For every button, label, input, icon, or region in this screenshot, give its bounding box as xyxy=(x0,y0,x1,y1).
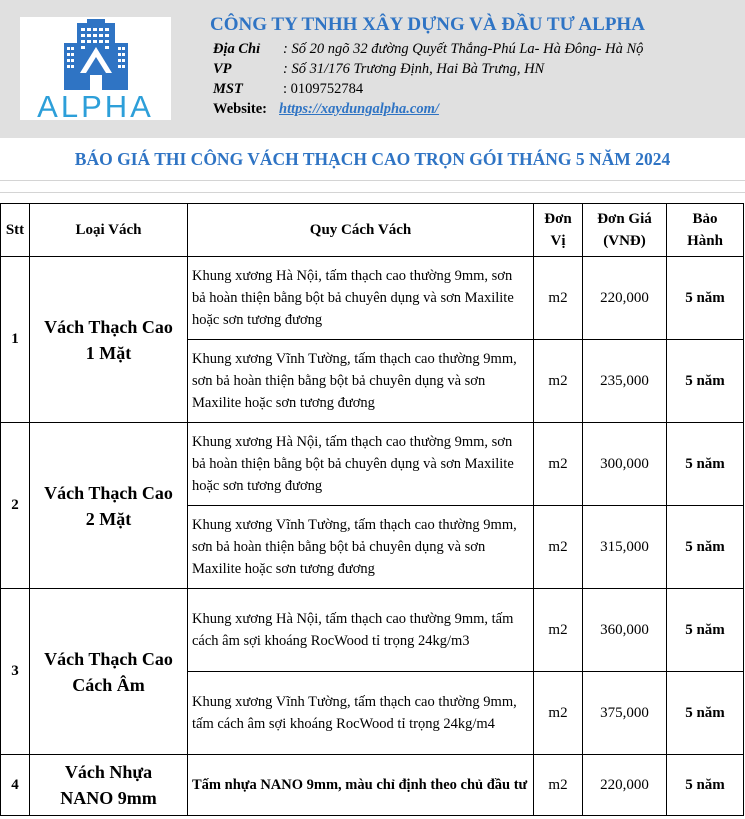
header-type: Loại Vách xyxy=(30,204,188,257)
warranty-cell: 5 năm xyxy=(667,423,744,506)
unit-cell: m2 xyxy=(534,423,583,506)
stt-cell: 2 xyxy=(1,423,30,589)
logo-wordmark: ALPHA xyxy=(37,89,154,124)
wall-type-cell xyxy=(30,755,188,816)
unit-cell: m2 xyxy=(534,257,583,340)
company-name: CÔNG TY TNHH XÂY DỰNG VÀ ĐẦU TƯ ALPHA xyxy=(210,14,645,35)
spec-cell: Khung xương Vĩnh Tường, tấm thạch cao thường 9mm, sơn bả hoàn thiện bằng bột bả chuyên dụng và sơn Maxilite hoặc sơn tương đương xyxy=(188,340,534,423)
tax-value: : 0109752784 xyxy=(283,81,364,97)
spec-cell: Khung xương Vĩnh Tường, tấm thạch cao thường 9mm, tấm cách âm sợi khoáng RocWood tỉ trọng 24kg/m4 xyxy=(188,672,534,755)
header-unit-line2: Vị xyxy=(550,233,566,249)
company-logo xyxy=(20,17,171,124)
wall-type-line1: Vách Thạch Cao xyxy=(44,316,173,337)
table-header-row xyxy=(1,204,744,257)
wall-type-line2: NANO 9mm xyxy=(60,788,157,808)
warranty-cell: 5 năm xyxy=(667,340,744,423)
warranty-cell: 5 năm xyxy=(667,257,744,340)
unit-cell: m2 xyxy=(534,672,583,755)
wall-type-line2: 1 Mặt xyxy=(85,342,132,363)
unit-cell: m2 xyxy=(534,506,583,589)
header-price-line1: Đơn Giá xyxy=(597,211,652,227)
header-price-line2: (VNĐ) xyxy=(603,233,646,249)
warranty-cell: 5 năm xyxy=(667,506,744,589)
sheet-gridlines xyxy=(0,180,745,204)
table-row xyxy=(1,755,744,816)
stt-cell: 3 xyxy=(1,589,30,755)
price-cell: 300,000 xyxy=(583,423,667,506)
warranty-cell: 5 năm xyxy=(667,755,744,816)
wall-type-cell xyxy=(30,589,188,755)
header-warranty-line2: Hành xyxy=(687,233,723,249)
price-table xyxy=(0,203,744,816)
stt-cell: 1 xyxy=(1,257,30,423)
office-value: : Số 31/176 Trương Định, Hai Bà Trưng, HN xyxy=(283,61,545,77)
price-cell: 360,000 xyxy=(583,589,667,672)
office-label: VP xyxy=(213,61,232,77)
price-cell: 375,000 xyxy=(583,672,667,755)
tax-label: MST xyxy=(213,81,243,97)
header-price xyxy=(583,204,667,257)
wall-type-line1: Vách Thạch Cao xyxy=(44,482,173,503)
wall-type-line1: Vách Nhựa xyxy=(64,762,153,782)
wall-type-line2: 2 Mặt xyxy=(85,508,132,529)
company-header xyxy=(0,0,745,138)
wall-type-line1: Vách Thạch Cao xyxy=(44,648,173,669)
table-row xyxy=(1,589,744,672)
spec-cell: Tấm nhựa NANO 9mm, màu chỉ định theo chủ đầu tư xyxy=(188,755,534,816)
address-value: : Số 20 ngõ 32 đường Quyết Thắng-Phú La- Hà Đông- Hà Nộ xyxy=(283,41,644,57)
wall-type-cell xyxy=(30,423,188,589)
unit-cell: m2 xyxy=(534,755,583,816)
price-cell: 220,000 xyxy=(583,755,667,816)
header-unit xyxy=(534,204,583,257)
wall-type-line2: Cách Âm xyxy=(72,674,145,695)
header-warranty-line1: Bảo xyxy=(692,211,718,227)
warranty-cell: 5 năm xyxy=(667,589,744,672)
unit-cell: m2 xyxy=(534,340,583,423)
header-unit-line1: Đơn xyxy=(544,211,572,227)
price-cell: 235,000 xyxy=(583,340,667,423)
table-row xyxy=(1,257,744,340)
spec-cell: Khung xương Hà Nội, tấm thạch cao thường 9mm, sơn bả hoàn thiện bằng bột bả chuyên dụng và sơn Maxilite hoặc sơn tương đương xyxy=(188,257,534,340)
table-row xyxy=(1,423,744,506)
quote-title: BÁO GIÁ THI CÔNG VÁCH THẠCH CAO TRỌN GÓI THÁNG 5 NĂM 2024 xyxy=(74,149,671,169)
website-link[interactable]: https://xaydungalpha.com/ xyxy=(279,101,439,117)
stt-cell: 4 xyxy=(1,755,30,816)
header-warranty xyxy=(667,204,744,257)
building-logo-icon xyxy=(20,17,171,93)
spec-cell: Khung xương Vĩnh Tường, tấm thạch cao thường 9mm, sơn bả hoàn thiện bằng bột bả chuyên dụng và sơn Maxilite hoặc sơn tương đương xyxy=(188,506,534,589)
wall-type-cell xyxy=(30,257,188,423)
website-label: Website: xyxy=(213,101,267,117)
spec-cell: Khung xương Hà Nội, tấm thạch cao thường 9mm, tấm cách âm sợi khoáng RocWood tỉ trọng 24kg/m3 xyxy=(188,589,534,672)
warranty-cell: 5 năm xyxy=(667,672,744,755)
spec-cell: Khung xương Hà Nội, tấm thạch cao thường 9mm, sơn bả hoàn thiện bằng bột bả chuyên dụng và sơn Maxilite hoặc sơn tương đương xyxy=(188,423,534,506)
header-spec: Quy Cách Vách xyxy=(188,204,534,257)
address-label: Địa Chỉ xyxy=(213,41,261,57)
price-cell: 220,000 xyxy=(583,257,667,340)
unit-cell: m2 xyxy=(534,589,583,672)
header-stt: Stt xyxy=(1,204,30,257)
price-cell: 315,000 xyxy=(583,506,667,589)
